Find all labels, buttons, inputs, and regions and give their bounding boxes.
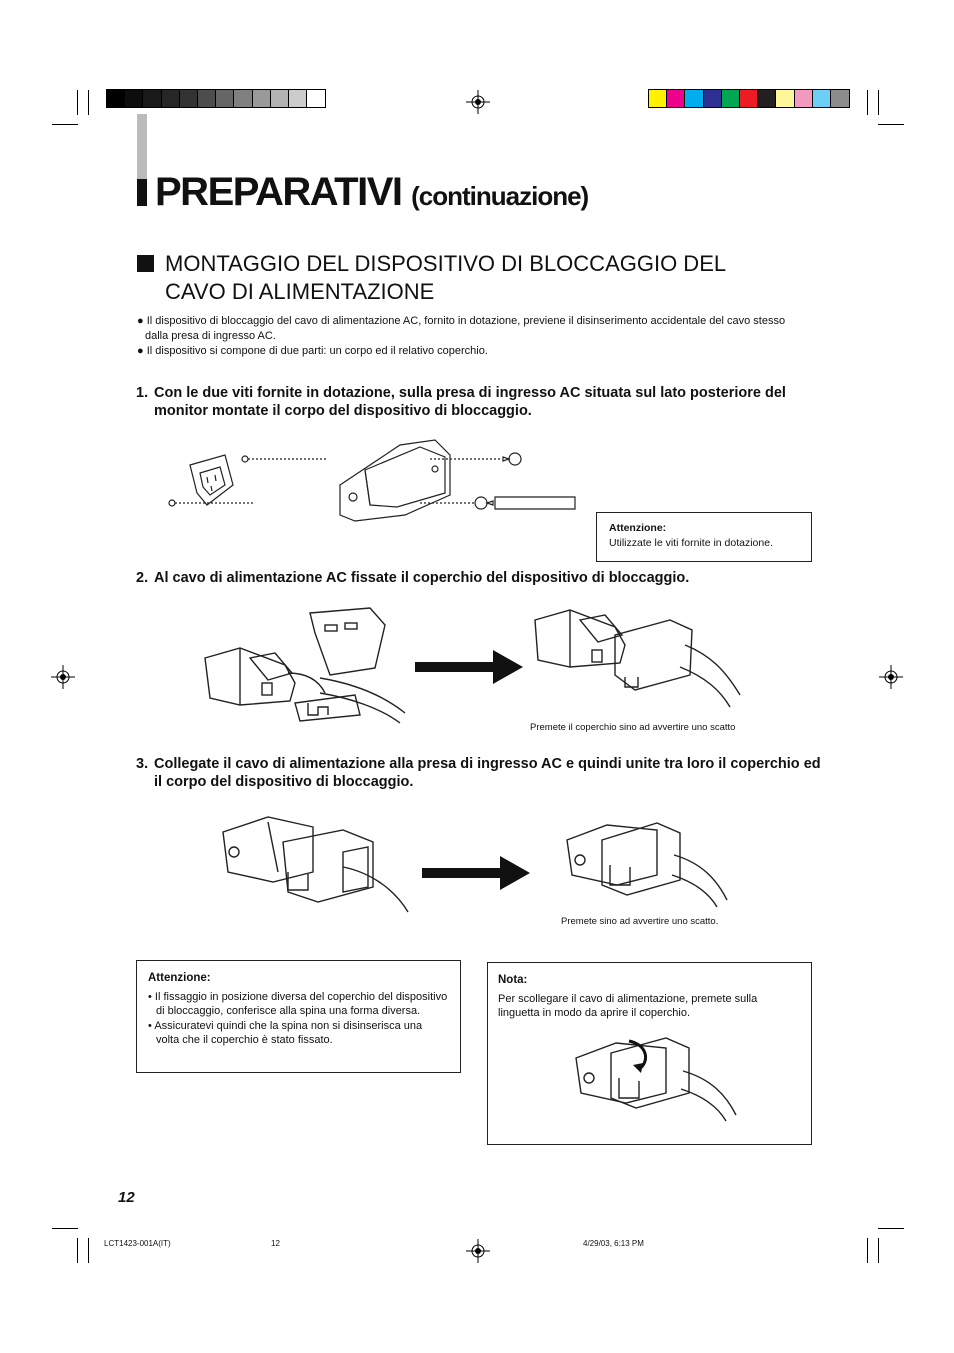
color-swatch — [306, 89, 326, 108]
step-text: Collegate il cavo di alimentazione alla presa di ingresso AC e quindi unite tra loro il coperchio ed il corpo del dispositivo di bloccaggio. — [154, 756, 821, 790]
step2-cover-closed-illustration — [530, 605, 745, 710]
registration-target-icon — [466, 1239, 490, 1263]
color-swatch — [739, 89, 759, 108]
crop-mark — [867, 90, 868, 115]
title-marker — [137, 179, 147, 206]
color-swatch — [757, 89, 777, 108]
crop-mark — [88, 90, 89, 115]
step2-cover-open-illustration — [200, 603, 410, 728]
footer-page: 12 — [271, 1239, 280, 1248]
step-number: 1. — [136, 385, 149, 401]
color-swatch — [830, 89, 850, 108]
step-number: 2. — [136, 570, 149, 586]
page-title — [155, 170, 588, 218]
color-swatch — [812, 89, 832, 108]
color-swatch — [161, 89, 181, 108]
footer-date: 4/29/03, 6:13 PM — [583, 1239, 644, 1248]
page-title-suffix: (continuazione) — [411, 181, 589, 211]
step3-caption: Premete sino ad avvertire uno scatto. — [561, 916, 719, 927]
intro-bullet: ● Il dispositivo di bloccaggio del cavo di alimentazione AC, fornito in dotazione, previene il disinserimento accidentale del cavo stesso dalla presa di ingresso AC. — [137, 315, 786, 342]
step3-before-illustration — [218, 812, 413, 917]
color-swatch — [775, 89, 795, 108]
registration-target-icon — [466, 90, 490, 114]
color-swatch — [252, 89, 272, 108]
nota-text: Per scollegare il cavo di alimentazione, premete sulla linguetta in modo da aprire il coperchio. — [498, 992, 758, 1019]
color-swatch — [233, 89, 253, 108]
step-number: 3. — [136, 756, 149, 772]
crop-mark — [878, 1228, 904, 1229]
color-swatch — [703, 89, 723, 108]
caution-large-box — [136, 960, 461, 1073]
section-title: MONTAGGIO DEL DISPOSITIVO DI BLOCCAGGIO DEL CAVO DI ALIMENTAZIONE — [165, 251, 726, 304]
registration-target-icon — [879, 665, 903, 689]
crop-mark — [52, 124, 78, 125]
nota-illustration — [571, 1033, 741, 1123]
color-swatch — [106, 89, 126, 108]
caution-item: • Assicuratevi quindi che la spina non si disinserisca una volta che il coperchio è stato fissato. — [148, 1019, 423, 1046]
color-swatch — [179, 89, 199, 108]
step-3 — [136, 756, 826, 791]
color-swatch — [721, 89, 741, 108]
footer-code: LCT1423-001A(IT) — [104, 1239, 171, 1248]
page-number: 12 — [118, 1189, 135, 1206]
intro-bullet: ● Il dispositivo si compone di due parti: un corpo ed il relativo coperchio. — [137, 345, 488, 357]
step-1 — [136, 385, 826, 420]
caution-item: • Il fissaggio in posizione diversa del coperchio del dispositivo di bloccaggio, conferisce alla spina una forma diversa. — [148, 990, 448, 1017]
nota-heading: Nota: — [498, 974, 528, 986]
crop-mark — [77, 90, 78, 115]
caution-large-heading: Attenzione: — [148, 972, 211, 984]
page-title-main: PREPARATIVI — [155, 170, 402, 214]
registration-target-icon — [51, 665, 75, 689]
color-swatch — [794, 89, 814, 108]
color-swatch — [288, 89, 308, 108]
caution-small-text: Utilizzate le viti fornite in dotazione. — [609, 537, 773, 549]
color-swatch — [197, 89, 217, 108]
color-swatch — [684, 89, 704, 108]
step1-illustration — [165, 435, 585, 530]
crop-mark — [878, 90, 879, 115]
crop-mark — [52, 1228, 78, 1229]
step-text: Al cavo di alimentazione AC fissate il coperchio del dispositivo di bloccaggio. — [154, 570, 690, 586]
arrow-right-icon — [415, 650, 525, 684]
crop-mark — [867, 1238, 868, 1263]
step-text: Con le due viti fornite in dotazione, sulla presa di ingresso AC situata sul lato posteriore del monitor montate il corpo del dispositivo di bloccaggio. — [154, 385, 786, 419]
color-swatch — [648, 89, 668, 108]
color-swatch — [124, 89, 144, 108]
step-2 — [136, 570, 826, 588]
color-swatch — [666, 89, 686, 108]
color-swatch — [215, 89, 235, 108]
intro-bullets — [137, 314, 807, 360]
arrow-right-icon — [422, 856, 532, 890]
nota-box — [487, 962, 812, 1145]
crop-mark — [77, 1238, 78, 1263]
caution-small-heading: Attenzione: — [609, 522, 667, 534]
step2-caption: Premete il coperchio sino ad avvertire uno scatto — [530, 722, 736, 733]
crop-mark — [878, 124, 904, 125]
step3-after-illustration — [562, 815, 732, 910]
caution-small-box — [596, 512, 812, 562]
section-marker — [137, 255, 154, 272]
color-swatch — [142, 89, 162, 108]
color-swatch — [270, 89, 290, 108]
crop-mark — [878, 1238, 879, 1263]
crop-mark — [88, 1238, 89, 1263]
